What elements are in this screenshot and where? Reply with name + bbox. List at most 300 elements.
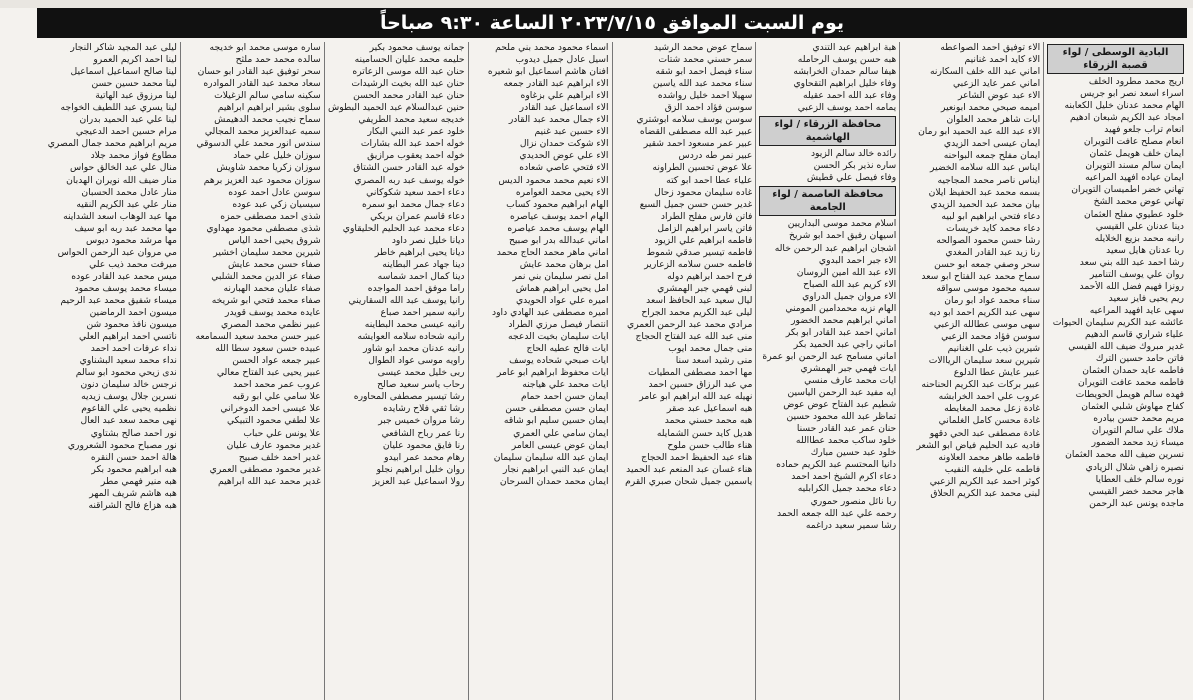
name-entry: لينا علي عبد الحميد بدران: [79, 114, 177, 126]
name-entry: عروب علي احمد الخرابشه: [938, 391, 1041, 403]
name-entry: اميره علي عواد الحويدي: [515, 294, 609, 306]
name-entry: صفاء عز الدين محمد الشلبي: [211, 270, 321, 282]
name-entry: علا سامي علي ابو رقبه: [232, 391, 321, 403]
name-entry: مها مرشد محمود ديوس: [86, 234, 177, 246]
name-entry: الاء جبر احمد البدوي: [818, 254, 897, 266]
name-entry: رانيا يوسف عبد الله السقاريني: [348, 294, 465, 306]
name-entry: رحاب ياسر سعيد صالح: [377, 379, 465, 391]
name-entry: ليلى عبد المجيد شاكر النجار: [70, 42, 177, 53]
name-columns: [37, 42, 1187, 700]
name-entry: رانيه محمد بزيع الخلايله: [1094, 232, 1184, 244]
name-entry: حنان عبد الله بخيت الرشيدات: [351, 78, 465, 90]
name-entry: مرام حسين احمد الدعيجي: [75, 126, 177, 138]
name-entry: مرادي محمد عبد الرحمن العمري: [627, 319, 753, 331]
name-entry: بيان محمد عبد الحميد الزيدي: [930, 198, 1041, 210]
name-entry: مها احمد مصطفى المطيات: [648, 367, 753, 379]
name-entry: سوزان خليل علي حماد: [233, 150, 321, 162]
name-entry: غادة زعل محمد المغايطه: [944, 403, 1041, 415]
name-entry: دعاء احمد سعيد شكوكاني: [366, 186, 465, 198]
name-entry: سهى عايد افهيد المراعيه: [1089, 304, 1184, 316]
name-entry: ايمان حسين سليم ابو شاقه: [503, 415, 609, 427]
name-entry: خلود ساكب محمد عطاالله: [795, 435, 897, 447]
name-entry: ملاك علي سالم التويران: [1091, 425, 1184, 437]
column-8: [37, 42, 180, 700]
name-entry: شطيم عبد الفتاح عوض عوض: [783, 399, 897, 411]
name-entry: ميس محمد عبد القادر عوده: [71, 270, 177, 282]
name-entry: هبه هاشم شريف المهر: [89, 487, 177, 499]
name-entry: سناء فيصل احمد ابو شقه: [655, 66, 753, 78]
name-entry: سكينه سامي سالم الزغيلات: [214, 90, 321, 102]
name-entry: الاء كريم عبد الله الصباح: [803, 278, 897, 290]
name-entry: سماح نجيب محمد الدهيمش: [214, 114, 321, 126]
name-entry: غدير حسن حسن جميل السبع: [639, 198, 753, 210]
name-entry: هبة ابراهيم عبد التندي: [812, 42, 897, 53]
name-entry: نهيله عبد الله ابراهيم ابو عامر: [639, 391, 753, 403]
name-entry: ايات محفوظ ابراهيم ابو عامر: [496, 367, 609, 379]
name-entry: سوسن عادل احمد عوده: [228, 186, 321, 198]
name-entry: ميساء محمد يوسف محمود: [74, 282, 177, 294]
name-entry: راويه موسى عواد الطوال: [368, 355, 465, 367]
name-entry: الاء مروان جميل الدراوي: [802, 290, 897, 302]
name-entry: دعاء محمد عبد الحليم الحليقاوي: [342, 222, 465, 234]
name-entry: فاطمه عايد حمدان العثمان: [1082, 365, 1184, 377]
column-4: [612, 42, 756, 700]
name-entry: ايات محمد علي هياجنه: [522, 379, 609, 391]
name-entry: الهام ابراهيم محمود كساب: [506, 198, 609, 210]
name-entry: سمر حسني محمد شتات: [658, 54, 753, 66]
name-entry: لبنى فهمي جبر الهمشري: [657, 282, 753, 294]
name-entry: شيرين محمد سليمان اخشير: [213, 246, 321, 258]
name-entry: منار ضيف الله نويران الهدبان: [66, 174, 177, 186]
name-entry: ديانا خليل نصر داود: [391, 234, 465, 246]
name-entry: ايناس عبد الله سلامه الخضير: [930, 162, 1041, 174]
name-entry: علا لطفي محمود التبيكي: [226, 415, 321, 427]
name-entry: ايمان خلف هويمل عثمان: [1089, 148, 1184, 160]
name-entry: انعام مصلح عافت التويران: [1083, 136, 1184, 148]
name-entry: اسماء محمود محمد بني ملحم: [495, 42, 609, 53]
name-entry: سناء محمد عواد ابو رمان: [944, 294, 1041, 306]
name-entry: حنان عبد الله موسى الزعاتره: [352, 66, 465, 78]
name-entry: مطاوع فواز محمد جلاد: [90, 150, 177, 162]
name-entry: كوثر احمد عبد الكريم الزعبي: [929, 475, 1041, 487]
name-entry: فاطمه تيسير صدقي شموط: [646, 246, 753, 258]
name-entry: ياسمين جميل شحان صبري القرم: [625, 475, 753, 487]
name-entry: الاء نعيم محمد محمود الديس: [498, 174, 609, 186]
name-entry: ليلى عبد الكريم محمد الجراح: [641, 307, 753, 319]
name-entry: رحمه علي عبد الله جمعه الحمد: [776, 507, 897, 519]
name-entry: اميره مصطفى عبد الهادي داود: [492, 307, 609, 319]
name-entry: خلود عمر عبد النبي البكار: [367, 126, 465, 138]
name-entry: ربى خليل محمد عيسى: [377, 367, 465, 379]
name-entry: خلود عطيوي مفلح العثمان: [1083, 208, 1184, 220]
name-entry: ربا عدنان هايل سعيد: [1106, 244, 1184, 256]
name-entry: اماني عبد الله خلف السكارنه: [929, 66, 1041, 78]
name-entry: جمانه يوسف محمود بكير: [369, 42, 465, 53]
name-entry: نسرين ضيف الله محمد العثمان: [1065, 449, 1184, 461]
name-entry: روان خليل ابراهيم نجلو: [376, 463, 465, 475]
name-entry: رهام محمد عمر ابيدو: [384, 451, 465, 463]
name-entry: رانيه سمير احمد صباع: [380, 307, 465, 319]
name-entry: نداء عرفات احمد احمد: [90, 343, 177, 355]
name-entry: منى عبد الله عبد الفتاح الحجاج: [635, 331, 753, 343]
name-entry: ايات صبحي شحاده يوسف: [509, 355, 609, 367]
name-entry: ايمان عبد الله سليمان سليمان: [493, 451, 609, 463]
name-entry: حنان عبد القادر محمد الحسن: [353, 90, 465, 102]
name-entry: وفاء فيصل علي قطيش: [806, 172, 897, 184]
name-entry: لينا محمد حسين حسن: [91, 78, 177, 90]
name-entry: سحر توفيق عبد القادر ابو حسان: [197, 66, 321, 78]
name-entry: هبه محمد حسني محمد: [664, 415, 753, 427]
name-entry: دينا جهاد عمر البطاينه: [382, 258, 465, 270]
name-entry: رنا زيد عبد القادر المغدي: [945, 246, 1041, 258]
name-entry: حنين عبدالسلام عبد الحميد البطوش: [328, 102, 465, 114]
name-entry: سناء محمد عبد الله ياسين: [652, 78, 753, 90]
name-entry: سندس انور محمد علي الدسوقي: [196, 138, 321, 150]
column-6: [324, 42, 468, 700]
name-entry: ميرفت محمد ذيب علي: [89, 258, 177, 270]
name-entry: هناء عبد الحفيظ احمد الحجاج: [641, 451, 753, 463]
column-1: [1043, 42, 1187, 700]
name-entry: رائده خالد سالم الزيود: [810, 148, 897, 160]
name-entry: الاء عبد عوض الشاعر: [957, 90, 1041, 102]
name-entry: اسيهان رفيق احمد ابو شريخ: [789, 230, 897, 242]
name-entry: افنان هاشم اسماعيل ابو شعيره: [487, 66, 609, 78]
name-entry: رشا ثقي فلاح رشايده: [383, 403, 465, 415]
name-entry: ايمان حسن مصطفى حسن: [505, 403, 609, 415]
name-entry: الاء جمال محمد عبد القادر: [508, 114, 609, 126]
name-entry: دعاء جمال محمد ابو سمره: [362, 198, 465, 210]
name-entry: خوله احمد يعقوب مرازيق: [367, 150, 465, 162]
date-banner-title: يوم السبت الموافق ٢٠٢٣/٧/١٥ الساعة ٩:٣٠ صباحاً: [379, 12, 845, 34]
column-5: [468, 42, 612, 700]
name-entry: انتصار فيصل مرزي الطراد: [508, 319, 609, 331]
name-entry: منى جمال محمد ايوب: [668, 343, 753, 355]
name-entry: هبه اسماعيل عبد صقر: [666, 403, 753, 415]
name-entry: عروب عمر محمد احمد: [233, 379, 321, 391]
name-entry: امل نصر سليمان بني نمر: [512, 270, 609, 282]
name-entry: ايمان سامي علي العمري: [513, 427, 609, 439]
name-entry: فاطمه محمد عافت التويران: [1078, 377, 1184, 389]
name-entry: حليمه محمد عليان الحسامينه: [354, 54, 465, 66]
name-entry: سعاد محمد عبد القادر الموادره: [203, 78, 321, 90]
name-entry: اميمه صبحي محمد ابونعير: [941, 102, 1041, 114]
name-entry: مها محمد عبد ربه ابو سيف: [74, 222, 177, 234]
name-entry: غاده سليمان محمود زحال: [654, 186, 753, 198]
name-entry: سوزان محمود عبد العزيز برهم: [203, 174, 321, 186]
name-entry: نداء محمد سعيد البشناوي: [79, 355, 177, 367]
name-entry: رانيه شحاده سلامه العوايشه: [357, 331, 465, 343]
name-entry: سيسيان زكي عبد عوده: [232, 198, 321, 210]
name-entry: فاديه عبد الحليم فياض ابو الشعر: [916, 439, 1041, 451]
name-entry: رولا اسماعيل عبد العزيز: [372, 475, 465, 487]
name-entry: ايات سليمان بخيت الدعجه: [508, 331, 609, 343]
name-entry: هناء طالب حسن ملوح: [667, 439, 753, 451]
name-entry: عبير عبد الله مصطفى القضاه: [639, 126, 753, 138]
name-entry: فاطمه طاهر محمد العلاونه: [938, 451, 1041, 463]
name-entry: اماني عبدالله بدر ابو صبيح: [508, 234, 609, 246]
name-entry: غدير احمد خلف صبيح: [238, 451, 321, 463]
name-entry: عبير جمعه عواد الحسن: [232, 355, 321, 367]
name-entry: ايمان مفلح جمعه البواحنه: [943, 150, 1041, 162]
name-entry: منار عادل محمد الحسبان: [81, 186, 177, 198]
name-entry: سميه عبدالعزيز محمد المجالي: [204, 126, 321, 138]
name-entry: عبير يحيى عبد الفتاح معالي: [216, 367, 321, 379]
name-entry: هبه منير فهمي مطر: [100, 475, 177, 487]
column-2: [899, 42, 1043, 700]
name-entry: هالة احمد حسن النقره: [90, 451, 177, 463]
name-entry: الاء كايد احمد غنانيم: [964, 54, 1041, 66]
name-entry: ساره نذير بكر الحسن: [813, 160, 897, 172]
name-entry: سوسن فؤاد محمد الزعبي: [941, 331, 1041, 343]
name-entry: سحر وصفي جمعه ابو حسن: [934, 258, 1041, 270]
name-entry: فاتن حامد حسين الترك: [1095, 353, 1184, 365]
name-entry: غادة محسن كامل الغلماني: [938, 415, 1041, 427]
name-entry: بسمه محمد عبد الحفيظ ايلان: [928, 186, 1041, 198]
name-entry: عبير بركات عبد الكريم الحناحنه: [921, 379, 1041, 391]
name-entry: تهاني خضر اطميسان التويران: [1071, 184, 1184, 196]
name-entry: صفاء محمد فتحي ابو شريخه: [211, 294, 321, 306]
name-entry: سماح محمد عبد الفتاح ابو سعد: [921, 270, 1041, 282]
name-entry: غادة مصطفى عبد الحي دقهو: [929, 427, 1041, 439]
name-entry: مها عبد الوهاب اسعد الشداينه: [63, 210, 177, 222]
name-entry: غدير محمود مصطفى العمري: [209, 463, 321, 475]
name-entry: ريم يحيى فايز سعيد: [1108, 292, 1184, 304]
name-entry: سهيلا احمد خليل رواشده: [657, 90, 753, 102]
name-entry: خلود عبد حسين مبارك: [810, 447, 897, 459]
name-entry: نرجس خالد سليمان دنون: [80, 379, 177, 391]
name-entry: شذى مصطفى محمود مهداوي: [206, 222, 321, 234]
name-entry: علياء عطا احمد ابو كته: [666, 174, 753, 186]
name-entry: ايات محمد عارف منسي: [804, 375, 897, 387]
name-entry: عائشه عبد الكريم سليمان الحيوات: [1052, 316, 1184, 328]
name-entry: دانيا المحتسم عبد الكريم حماده: [776, 459, 897, 471]
column-7: [180, 42, 324, 700]
name-entry: تماظر عبد الله محمود حسين: [786, 411, 897, 423]
name-entry: سوسن فؤاد احمد الزق: [664, 102, 753, 114]
name-entry: ايناس ناصر محمد المجاجيه: [937, 174, 1041, 186]
name-entry: عبيده حسن سعود سطا الله: [215, 343, 321, 355]
name-entry: ربا نائل منصور حموري: [810, 495, 897, 507]
name-entry: الاء اسماعيل عبد القادر: [519, 102, 609, 114]
name-entry: ميساء شفيق محمد عبد الرحيم: [60, 294, 177, 306]
name-entry: هناء غسان عبد المنعم عبد الحميد: [626, 463, 753, 475]
name-entry: ماجده يونس عبد الرحمن: [1089, 497, 1184, 509]
name-entry: رشا سمير سعيد دراغمه: [805, 519, 897, 531]
name-entry: مي عبد الرزاق حسين احمد: [648, 379, 753, 391]
name-entry: مي مروان عبد الرحمن الحواس: [57, 246, 177, 258]
name-entry: دعاء محمد جميل الكرابليه: [797, 483, 897, 495]
name-entry: فهده سالم هويمل الحويطات: [1075, 389, 1184, 401]
name-entry: ايمان محمد حمدان السرحان: [499, 475, 609, 487]
name-entry: وفاء عبد الله احمد عقيله: [802, 90, 897, 102]
name-entry: هبه ابراهيم محمود بكر: [91, 463, 177, 475]
name-entry: راما موفق احمد المواجده: [367, 282, 465, 294]
name-entry: نور احمد صالح بشتاوي: [90, 427, 177, 439]
name-entry: عبير نظمي محمد المصري: [220, 319, 321, 331]
name-entry: خوله يوسف عبد ربه المصري: [354, 174, 465, 186]
name-entry: علا عوض تحسين الطراونه: [652, 162, 753, 174]
name-entry: اسيل عادل جميل ديدوب: [515, 54, 609, 66]
name-entry: ايات شاهر محمد العلوان: [946, 114, 1041, 126]
name-entry: نوره سالم خلف العطايا: [1095, 473, 1184, 485]
name-entry: مريم محمد حسن بيادره: [1093, 413, 1184, 425]
name-entry: الهام يوسف محمد عياصره: [507, 222, 609, 234]
name-entry: اماني ابراهيم محمد الخضور: [791, 314, 897, 326]
name-entry: صفاء عليان محمد الهبارنه: [223, 282, 321, 294]
name-entry: رانيه عدنان محمد ابو شاور: [363, 343, 465, 355]
top-strip: [0, 0, 1193, 8]
name-entry: عبير عمر مسعود احمد شقير: [643, 138, 753, 150]
name-entry: الاء عبد الله عبد الحميد ابو رمان: [918, 126, 1041, 138]
column-3: [755, 42, 899, 700]
name-entry: صفاء حسن محمد عايش: [228, 258, 321, 270]
name-entry: الهام محمد عدنان خليل الكعابنه: [1064, 100, 1184, 112]
name-entry: امل برهان محمد عايش: [519, 258, 609, 270]
name-entry: هاجر محمد خضر القيسي: [1088, 485, 1184, 497]
name-entry: نور مصباح محمود الشعروري: [67, 439, 177, 451]
name-entry: انعام تراب جلعو فهيد: [1104, 124, 1184, 136]
name-entry: سهى موسى عطالله الزعبي: [933, 319, 1041, 331]
name-entry: لينا مرزوق عبد الهاتية: [95, 90, 177, 102]
name-entry: علياء شراري قاسم الدهيم: [1084, 328, 1184, 340]
name-entry: ايه مفيد عبد الرحمن الياسين: [787, 387, 897, 399]
name-entry: شيرين سعد سليمان الرياالات: [928, 355, 1041, 367]
name-entry: تهاني عوض محمد الشخ: [1093, 196, 1184, 208]
name-entry: الاء يحيى محمد العوامره: [515, 186, 609, 198]
name-entry: الاء ابراهيم عبد القادر جمعه: [503, 78, 609, 90]
name-entry: كفاح مهاوش شلبي العثمان: [1081, 401, 1184, 413]
name-entry: هديل كايد حسن الشمايله: [656, 427, 753, 439]
name-entry: رشا احمد عبد الله بني سعد: [1079, 256, 1184, 268]
name-entry: اسراء اسعد نصر ابو جريس: [1080, 88, 1184, 100]
name-entry: عبير نمر طه دردس: [678, 150, 753, 162]
name-entry: دعاء فتحي ابراهيم ابو لبيه: [941, 210, 1041, 222]
name-entry: علا عيسى احمد الدوخراني: [220, 403, 321, 415]
name-entry: رانيه عيسى محمد البطاينه: [364, 319, 465, 331]
name-entry: رنا فايق محمود عليان: [382, 439, 465, 451]
name-entry: فاطمه ابراهيم علي الزيود: [654, 234, 753, 246]
name-entry: منى رشيد اسعد سنا: [675, 355, 753, 367]
name-entry: ميسون احمد الرماضين: [89, 307, 177, 319]
name-entry: دعاء قاسم عمران بريكي: [370, 210, 465, 222]
name-entry: علا يونس علي حباب: [243, 427, 321, 439]
name-entry: دينا كمال احمد شماسه: [377, 270, 465, 282]
name-entry: سهى عبد الكريم احمد ابو ديه: [928, 307, 1041, 319]
name-entry: عبير عايش عطا الدلوع: [953, 367, 1041, 379]
name-entry: فاطمه حسن سلامه الزعارير: [644, 258, 753, 270]
name-entry: اسلام محمد موسى البداريين: [787, 218, 897, 230]
name-entry: ايمان عياده افهيد المراعيه: [1085, 172, 1184, 184]
name-entry: فاتن فارس مفلح الطراد: [660, 210, 753, 222]
name-entry: شروق يحيى احمد الياس: [228, 234, 321, 246]
name-entry: ايمان عيسى احمد الزيدي: [943, 138, 1041, 150]
name-entry: هبه حسن يوسف الرحامله: [797, 54, 897, 66]
name-entry: نهى محمد سعد عبد العال: [80, 415, 177, 427]
name-entry: هبه هزاع فالح الشراقنه: [88, 499, 177, 511]
name-entry: نصيره زاهي شلال الزيادي: [1085, 461, 1184, 473]
name-entry: لبنى محمد عبد الكريم الحلاق: [930, 487, 1041, 499]
name-entry: سالده محمد حمد ملثح: [235, 54, 321, 66]
name-entry: سلوى بشير ابراهيم ابراهيم: [217, 102, 321, 114]
section-header: محافظة العاصمة / لواء الجامعة: [759, 186, 896, 216]
name-entry: خوله عبد القادر حسن الشتاق: [353, 162, 465, 174]
name-entry: ايمان سالم مسند التويران: [1085, 160, 1184, 172]
name-entry: اماني راجي عبد الحميد بكر: [793, 338, 897, 350]
name-entry: ناتسي احمد ابراهيم العلي: [79, 331, 177, 343]
name-entry: امل يحيى ابراهيم هماش: [515, 282, 609, 294]
name-entry: رشا مروان خميس جبر: [378, 415, 465, 427]
name-entry: حنان عمر عبد القادر حسنا: [796, 423, 897, 435]
name-entry: الاء عبد الله امين الروسان: [796, 266, 897, 278]
name-entry: الاء ابراهيم علي بزغاوه: [520, 90, 609, 102]
date-banner: [37, 8, 1187, 38]
name-entry: نظميه يحيى علي القاعوم: [81, 403, 177, 415]
name-entry: نسرين جلال يوسف زيديه: [81, 391, 177, 403]
name-entry: غدير مبروك ضيف الله القيسي: [1068, 341, 1184, 353]
name-entry: الاء فتحي عاصي شعاده: [519, 162, 609, 174]
name-entry: غدير محمود عارف عليان: [226, 439, 321, 451]
name-entry: ايمان حسن احمد حمام: [521, 391, 609, 403]
name-entry: الاء علي عوض الحديدي: [519, 150, 609, 162]
name-entry: امجاد عبد الكريم شبعان ادهيم: [1069, 112, 1184, 124]
name-entry: لينا صالح اسماعيل اسماعيل: [70, 66, 177, 78]
name-entry: ايات فالح عطيه الحاج: [526, 343, 609, 355]
name-entry: مريم ابراهيم محمد جمال المصري: [47, 138, 177, 150]
name-entry: منال علي عبد الخالق حواس: [70, 162, 177, 174]
name-entry: لينا يسري عبد اللطيف الخواجه: [60, 102, 177, 114]
name-entry: الاء شوكت حمدان نزال: [519, 138, 609, 150]
section-header: محافظة الزرقاء / لواء الهاشمية: [759, 116, 896, 146]
name-entry: الهام نزيه محمدامين المومني: [785, 302, 897, 314]
name-entry: دينا عدنان علي القيسي: [1095, 220, 1184, 232]
name-entry: رشا حسن محمود الصوالحه: [936, 234, 1041, 246]
name-entry: ايمان عوض عيسى العامر: [511, 439, 609, 451]
section-header: البادية الوسطى / لواء قصبة الزرقاء: [1047, 44, 1184, 74]
name-entry: فاطمه علي خليفه النفيب: [944, 463, 1041, 475]
name-entry: ميسون نافذ محمود شن: [86, 319, 177, 331]
name-entry: يمامه احمد يوسف الزعبي: [797, 102, 897, 114]
name-entry: شيرين ذيب علي الغنانيم: [947, 343, 1041, 355]
name-entry: اماني عمر عايد الزعبي: [953, 78, 1041, 90]
name-entry: ندى زيحي محمود ابو سالم: [75, 367, 177, 379]
name-entry: اشجان ابراهيم عبد الرحمن خاله: [774, 242, 897, 254]
name-entry: لينا احمد اكريم العمرو: [93, 54, 177, 66]
name-entry: الاء توفيق احمد الصواعطه: [940, 42, 1041, 53]
name-entry: شذى احمد مصطفى حمزه: [220, 210, 321, 222]
name-entry: الهام احمد يوسف عياصره: [510, 210, 609, 222]
name-entry: عبير حسن محمد سعيد السمامعه: [195, 331, 321, 343]
name-entry: ديانا يحيى ابراهيم خاطر: [374, 246, 465, 258]
name-entry: فاتن ياسر ابراهيم الزامل: [657, 222, 753, 234]
name-entry: رنا عمر رباح الشافعي: [381, 427, 465, 439]
name-entry: منار علي عبد الكريم النقيه: [76, 198, 177, 210]
name-entry: اماني احمد عبد القادر ابو بكر: [785, 326, 897, 338]
name-entry: هيفا سالم حمدان الخرابشه: [793, 66, 897, 78]
name-entry: دعاء محمد كايد خريسات: [946, 222, 1041, 234]
name-entry: دعاء اكرم الشيخ احمد احمد: [791, 471, 897, 483]
name-entry: الاء حسين عبد غنيم: [534, 126, 609, 138]
name-entry: وفاء خليل ابراهيم التقحاوي: [793, 78, 897, 90]
name-entry: سميه محمود موسى سواقه: [936, 282, 1041, 294]
name-entry: عايده محمد يوسف قويدر: [225, 307, 321, 319]
name-entry: اماني ماهر محمد الحاج محمد: [496, 246, 609, 258]
name-entry: رونزا فهيم فضل الله الأحمد: [1079, 280, 1184, 292]
name-entry: خديجه سعيد محمد الطريفي: [358, 114, 465, 126]
name-entry: ساره موسى محمد ابو خديجه: [209, 42, 321, 53]
name-entry: ميساء زيد محمد الضمور: [1091, 437, 1184, 449]
name-entry: روان علي يوسف التنامير: [1089, 268, 1184, 280]
name-entry: سوزان زكريا محمد شاويش: [216, 162, 321, 174]
